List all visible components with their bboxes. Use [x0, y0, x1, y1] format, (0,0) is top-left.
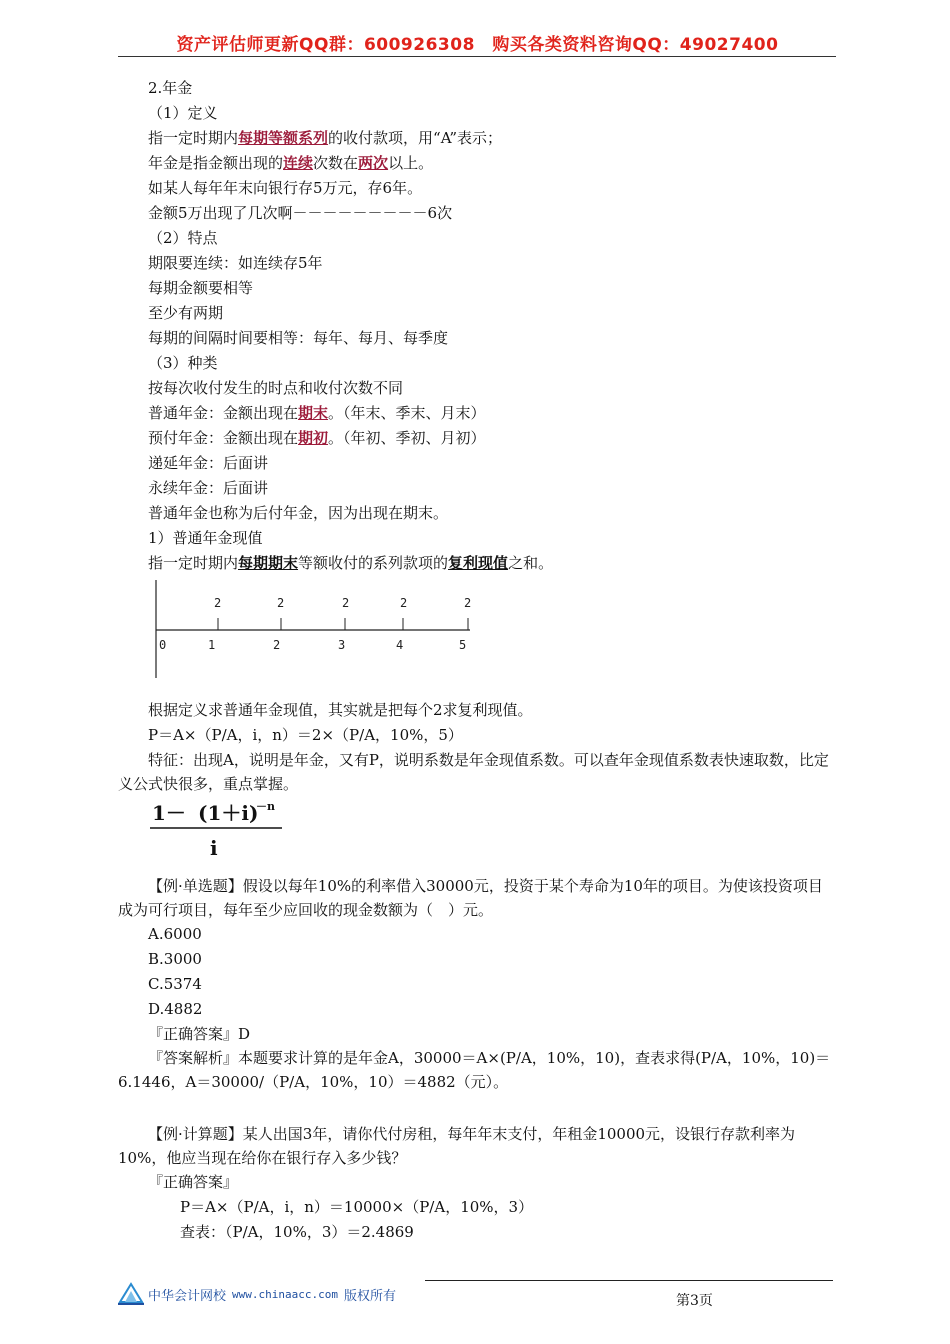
page-header: 资产评估师更新QQ群：600926308 购买各类资料咨询QQ：49027400: [176, 35, 779, 55]
example1-answer: 『正确答案』D: [148, 1025, 251, 1043]
timeline-period: 2: [273, 638, 281, 652]
timeline-period: 4: [396, 638, 404, 652]
text-line: 递延年金：后面讲: [148, 454, 269, 472]
option-b: B.3000: [148, 950, 202, 968]
subsection-ordinary-pv: 1）普通年金现值: [148, 529, 263, 547]
text-line: 普通年金：金额出现在期末。（年末、季末、月末）: [148, 404, 486, 422]
header-divider: [118, 56, 836, 57]
text-line: 根据定义求普通年金现值，其实就是把每个2求复利现值。: [148, 701, 533, 719]
formula-exponent: －n: [256, 800, 275, 813]
main-content: [148, 76, 838, 576]
timeline-amount: 2: [400, 596, 408, 610]
formula-numerator-a: 1－: [152, 801, 186, 825]
highlight-term: 连续: [283, 154, 314, 172]
option-c: C.5374: [148, 975, 202, 993]
text-line: 每期的间隔时间要相等：每年、每月、每季度: [148, 329, 449, 347]
example2-calc-1: P＝A×（P/A，i，n）＝10000×（P/A，10%，3）: [180, 1198, 534, 1216]
highlight-term: 两次: [358, 154, 389, 172]
formula-denominator: i: [210, 836, 218, 860]
text-line: 指一定时期内每期期末等额收付的系列款项的复利现值之和。: [148, 554, 554, 572]
feature-paragraph: 特征：出现A，说明是年金，又有P，说明系数是年金现值系数。可以查年金现值系数表快速取数，比定义公式快很多，重点掌握。: [118, 751, 829, 793]
example2-question: 【例·计算题】某人出国3年，请你代付房租，每年年末支付，年租金10000元，设银行存款利率为10%，他应当现在给你在银行存入多少钱？: [118, 1125, 796, 1167]
example1-options: [148, 922, 838, 1047]
option-d: D.4882: [148, 1000, 203, 1018]
example2-answer-label: 『正确答案』: [148, 1173, 239, 1191]
example1-analysis: 『答案解析』本题要求计算的是年金A，30000＝A×(P/A，10%，10)，查表求得(P/A，10%，10)＝6.1446，A＝30000/（P/A，10%，10）＝4882（元）。: [118, 1049, 831, 1091]
text-line: 至少有两期: [148, 304, 224, 322]
footer-divider: [425, 1280, 833, 1281]
highlight-term: 期末: [298, 404, 329, 422]
after-timeline: [148, 698, 838, 748]
highlight-term: 每期期末: [238, 554, 299, 572]
definition-line-2: 年金是指金额出现的连续次数在两次以上。: [148, 154, 434, 172]
subsection-types: （3）种类: [148, 354, 218, 372]
timeline-period: 3: [338, 638, 346, 652]
footer-rights: 版权所有: [343, 1288, 396, 1304]
footer-brand-name: 中华会计网校: [148, 1288, 227, 1304]
footer-brand: [118, 1282, 396, 1306]
highlight-term: 期初: [298, 429, 329, 447]
page-number: 第3页: [676, 1293, 713, 1309]
example1-question: 【例·单选题】假设以每年10%的利率借入30000元，投资于某个寿命为10年的项目。为使该投资项目成为可行项目，每年至少应回收的现金数额为（ ）元。: [118, 877, 823, 919]
footer-site-link[interactable]: www.chinaacc.com: [232, 1287, 338, 1301]
text-line: 每期金额要相等: [148, 279, 254, 297]
highlight-term: 复利现值: [448, 554, 509, 572]
text-line: 期限要连续：如连续存5年: [148, 254, 323, 272]
annuity-pv-formula: [148, 800, 288, 862]
text-line: 如某人每年年末向银行存5万元，存6年。: [148, 179, 423, 197]
text-line: 永续年金：后面讲: [148, 479, 269, 497]
section-title-annuity: 2.年金: [148, 79, 193, 97]
timeline-amount: 2: [277, 596, 285, 610]
highlight-term: 每期等额系列: [238, 129, 329, 147]
timeline-period: 0: [159, 638, 167, 652]
definition-line: 指一定时期内每期等额系列的收付款项，用“A”表示；: [148, 129, 502, 147]
text-line: 按每次收付发生的时点和收付次数不同: [148, 379, 404, 397]
timeline-amount: 2: [342, 596, 350, 610]
timeline-period: 1: [208, 638, 216, 652]
text-line: 预付年金：金额出现在期初。（年初、季初、月初）: [148, 429, 486, 447]
example2-calc-2: 查表：（P/A，10%，3）＝2.4869: [180, 1223, 414, 1241]
formula-numerator-b: (1＋i): [198, 801, 259, 825]
school-logo-icon: [118, 1282, 144, 1306]
timeline-diagram: [148, 578, 488, 682]
text-line: 普通年金也称为后付年金，因为出现在期末。: [148, 504, 449, 522]
example2-answer-block: [148, 1170, 838, 1245]
timeline-period: 5: [459, 638, 467, 652]
subsection-features: （2）特点: [148, 229, 218, 247]
option-a: A.6000: [148, 925, 202, 943]
subsection-definition: （1）定义: [148, 104, 218, 122]
timeline-amount: 2: [464, 596, 472, 610]
timeline-amount: 2: [214, 596, 222, 610]
formula-line: P＝A×（P/A，i，n）＝2×（P/A，10%，5）: [148, 726, 463, 744]
text-line: 金额5万出现了几次啊－－－－－－－－－6次: [148, 204, 453, 222]
